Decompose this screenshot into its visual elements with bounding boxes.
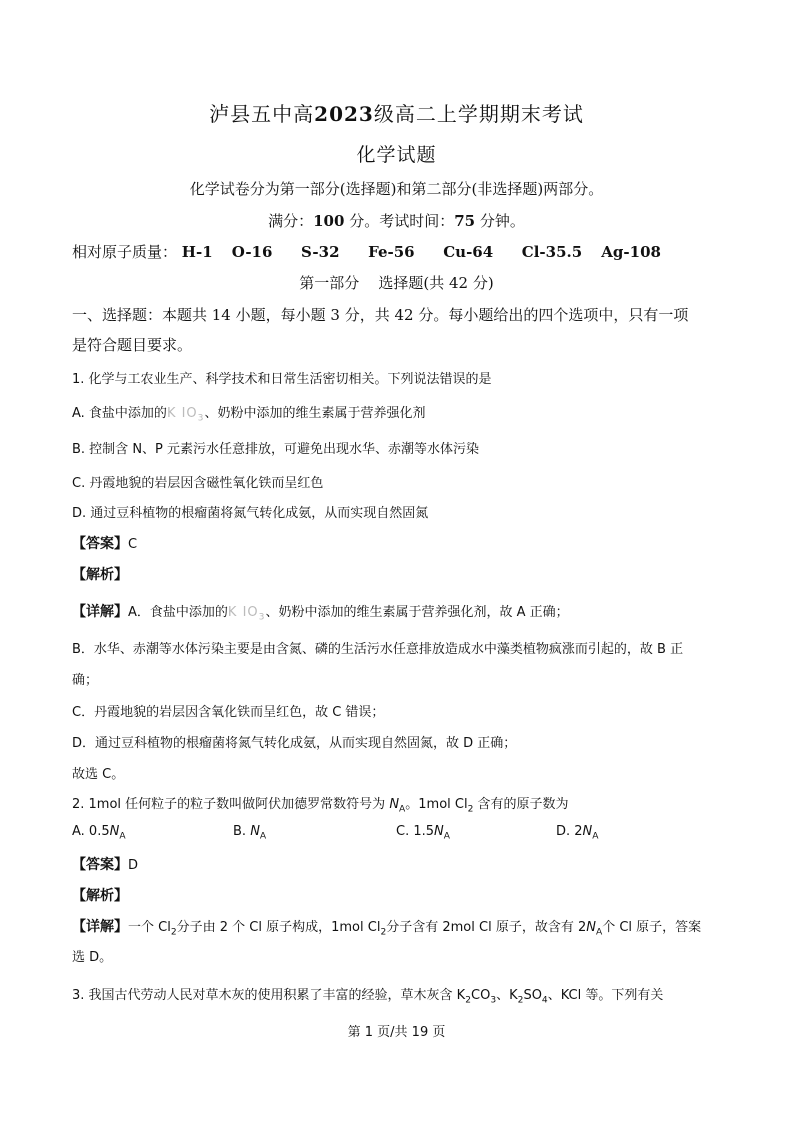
atomic-mass-line — [72, 241, 661, 262]
q2-detail-1d: 个 Cl 原子，答案 — [602, 920, 702, 935]
score-unit: 分。考试时间： — [344, 212, 455, 230]
time-unit: 分钟。 — [475, 212, 525, 230]
q1-stem: 1. 化学与工农业生产、科学技术和日常生活密切相关。下列说法错误的是 — [72, 372, 492, 387]
q2-stem-clsub: 2 — [467, 804, 474, 815]
q1-answer-value: C — [128, 537, 138, 552]
q1-detail-a-formula: K IO — [227, 605, 259, 620]
q2-analysis-tag: 【解析】 — [72, 888, 128, 904]
q1-detail-a-sub: 3 — [258, 612, 266, 623]
answer-tag: 【答案】 — [72, 857, 128, 873]
q2-option-c-nsub: A — [443, 831, 450, 842]
q2-stem-n: N — [389, 797, 400, 812]
q2-detail-1sub: 2 — [170, 927, 177, 938]
q2-option-d-nsub: A — [592, 831, 599, 842]
part1-heading-a: 第一部分 — [299, 274, 360, 292]
atomic-item: S-32 — [301, 243, 340, 261]
q2-option-d — [556, 824, 599, 842]
q1-analysis-tag: 【解析】 — [72, 567, 128, 583]
q1-option-d: D. 通过豆科植物的根瘤菌将氮气转化成氨，从而实现自然固氮 — [72, 506, 429, 521]
q2-answer — [72, 854, 138, 874]
q1-answer — [72, 533, 137, 553]
q3-sub3: 2 — [517, 995, 524, 1006]
q1-option-a-pre: A. 食盐中添加的 — [72, 406, 167, 421]
q1-detail-a-post: 、奶粉中添加的维生素属于营养强化剂，故 A 正确； — [265, 605, 569, 620]
score-time-line — [0, 210, 793, 231]
q1-option-a — [72, 402, 425, 424]
q2-option-a-nsub: A — [119, 831, 126, 842]
q2-option-b-nsub: A — [259, 831, 267, 842]
q2-option-c — [396, 824, 450, 842]
section1-instruction-line2: 是符合题目要求。 — [72, 336, 193, 354]
section1-instruction-line1: 一、选择题：本题共 14 小题，每小题 3 分，共 42 分。每小题给出的四个选项中，只有一项 — [72, 306, 689, 324]
exam-intro: 化学试卷分为第一部分(选择题)和第二部分(非选择题)两部分。 — [189, 180, 604, 198]
q2-detail-1nsub: A — [595, 927, 603, 938]
q2-detail-1n: N — [586, 920, 596, 935]
q2-option-a-n: N — [109, 824, 120, 839]
q2-option-b — [233, 824, 266, 842]
page-number: 第 1 页/共 19 页 — [347, 1025, 446, 1040]
q1-detail-b-line1: B．水华、赤潮等水体污染主要是由含氮、磷的生活污水任意排放造成水中藻类植物疯涨而引起的，故 B 正 — [72, 642, 684, 657]
atomic-item: O-16 — [231, 243, 273, 261]
q2-option-b-n: N — [250, 824, 260, 839]
q3-sub2: 3 — [490, 995, 497, 1006]
detail-tag: 【详解】 — [72, 919, 128, 935]
q3-stem-b: CO — [471, 988, 491, 1003]
atomic-item: Fe-56 — [368, 243, 415, 261]
q1-option-b: B. 控制含 N、P 元素污水任意排放，可避免出现水华、赤潮等水体污染 — [72, 442, 480, 457]
q2-stem — [72, 793, 569, 815]
q1-option-a-sub: 3 — [197, 413, 205, 424]
q1-detail-c: C．丹霞地貌的岩层因含氧化铁而呈红色，故 C 错误； — [72, 705, 385, 720]
atomic-item: H-1 — [181, 243, 213, 261]
q1-option-c: C. 丹霞地貌的岩层因含磁性氧化铁而呈红色 — [72, 476, 324, 491]
q3-stem-a: 3. 我国古代劳动人民对草木灰的使用积累了丰富的经验，草木灰含 K — [72, 988, 466, 1003]
q2-option-c-n: N — [434, 824, 444, 839]
q2-detail-1b: 分子由 2 个 Cl 原子构成，1mol Cl — [176, 920, 381, 935]
answer-tag: 【答案】 — [72, 536, 128, 552]
q2-answer-value: D — [128, 858, 139, 873]
q3-sub1: 2 — [465, 995, 471, 1006]
q2-stem-b: 。1mol Cl — [405, 797, 468, 812]
atomic-mass-label: 相对原子质量： — [72, 243, 178, 261]
q3-stem-e: 、KCl 等。下列有关 — [547, 988, 664, 1003]
q1-detail-b-line2: 确； — [72, 673, 99, 688]
q2-stem-a: 2. 1mol 任何粒子的粒子数叫做阿伏加德罗常数符号为 — [72, 797, 390, 812]
q1-detail-a — [72, 601, 569, 623]
q2-option-a-pre: A. 0.5 — [72, 824, 110, 839]
atomic-item: Cl-35.5 — [521, 243, 583, 261]
q2-detail-1c: 分子含有 2mol Cl 原子，故含有 2 — [386, 920, 587, 935]
q2-option-d-pre: D. 2 — [556, 824, 583, 839]
q3-stem-c: 、K — [496, 988, 518, 1003]
atomic-item: Cu-64 — [443, 243, 494, 261]
q3-sub4: 4 — [541, 995, 548, 1006]
q1-detail-d: D．通过豆科植物的根瘤菌将氮气转化成氨，从而实现自然固氮，故 D 正确； — [72, 736, 517, 751]
q3-stem — [72, 984, 663, 1006]
exam-title-part-a: 泸县五中高 — [209, 102, 315, 126]
part1-heading — [0, 272, 793, 293]
q3-stem-d: SO — [523, 988, 542, 1003]
q2-stem-nsub: A — [399, 804, 406, 815]
q2-stem-c: 含有的原子数为 — [473, 797, 569, 812]
score-label: 满分： — [268, 212, 314, 230]
exam-title — [0, 98, 793, 127]
q2-option-b-pre: B. — [233, 824, 251, 839]
exam-title-year: 2023 — [314, 102, 374, 126]
q2-option-a — [72, 824, 126, 842]
q1-conclusion: 故选 C。 — [72, 767, 125, 782]
q2-detail-line2: 选 D。 — [72, 950, 113, 965]
q2-option-c-pre: C. 1.5 — [396, 824, 435, 839]
detail-tag: 【详解】 — [72, 604, 128, 620]
exam-title-part-b: 级高二上学期期末考试 — [373, 102, 584, 126]
q1-option-a-formula: K IO — [166, 406, 198, 421]
part1-heading-b: 选择题(共 42 分) — [378, 274, 494, 292]
q2-detail-line1 — [72, 916, 701, 938]
q2-detail-1sub2: 2 — [380, 927, 387, 938]
q1-detail-a-pre: A．食盐中添加的 — [128, 605, 228, 620]
q2-detail-1a: 一个 Cl — [128, 920, 171, 935]
time-value: 75 — [454, 212, 476, 230]
atomic-item: Ag-108 — [601, 243, 661, 261]
subject-title: 化学试题 — [356, 144, 437, 166]
q1-option-a-post: 、奶粉中添加的维生素属于营养强化剂 — [204, 406, 426, 421]
score-value: 100 — [313, 212, 345, 230]
q2-option-d-n: N — [582, 824, 593, 839]
